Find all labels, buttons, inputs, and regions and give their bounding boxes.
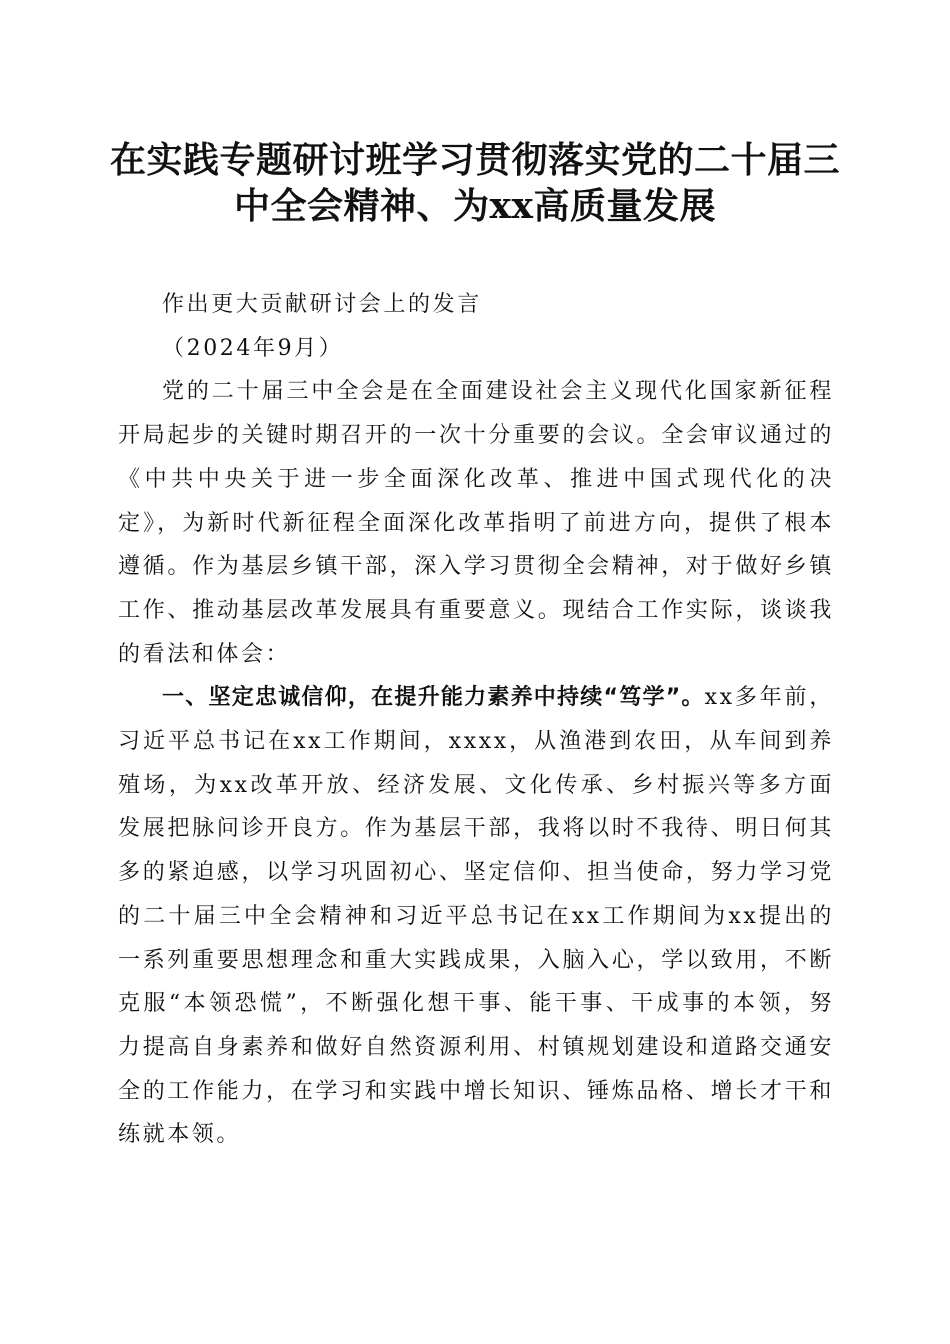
document-title (110, 137, 840, 229)
document-body (118, 283, 834, 1157)
section-1-heading: 一、坚定忠诚信仰，在提升能力素养中持续“笃学”。 (162, 685, 705, 711)
section-1-paragraph (118, 676, 834, 1157)
title-line-1: 在实践专题研讨班学习贯彻落实党的二十届三 (110, 139, 841, 181)
document-date: （2024年9月） (162, 335, 344, 361)
intro-paragraph: 党的二十届三中全会是在全面建设社会主义现代化国家新征程开局起步的关键时期召开的一次十分重要的会议。全会审议通过的《中共中央关于进一步全面深化改革、推进中国式现代化的决定》，为新时代新征程全面深化改革指明了前进方向，提供了根本遵循。作为基层乡镇干部，深入学习贯彻全会精神，对于做好乡镇工作、推动基层改革发展具有重要意义。现结合工作实际，谈谈我的看法和体会： (118, 379, 834, 667)
section-1-body: xx多年前，习近平总书记在xx工作期间，xxxx，从渔港到农田，从车间到养殖场，为xx改革开放、经济发展、文化传承、乡村振兴等多方面发展把脉问诊开良方。作为基层干部，我将以时不我待、明日何其多的紧迫感，以学习巩固初心、坚定信仰、担当使命，努力学习党的二十届三中全会精神和习近平总书记在xx工作期间为xx提出的一系列重要思想理念和重大实践成果，入脑入心，学以致用，不断克服“本领恐慌”，不断强化想干事、能干事、干成事的本领，努力提高自身素养和做好自然资源利用、村镇规划建设和道路交通安全的工作能力，在学习和实践中增长知识、锤炼品格、增长才干和练就本领。 (118, 685, 834, 1148)
document-subtitle: 作出更大贡献研讨会上的发言 (162, 292, 482, 317)
title-line-2: 中全会精神、为xx高质量发展 (234, 185, 716, 227)
